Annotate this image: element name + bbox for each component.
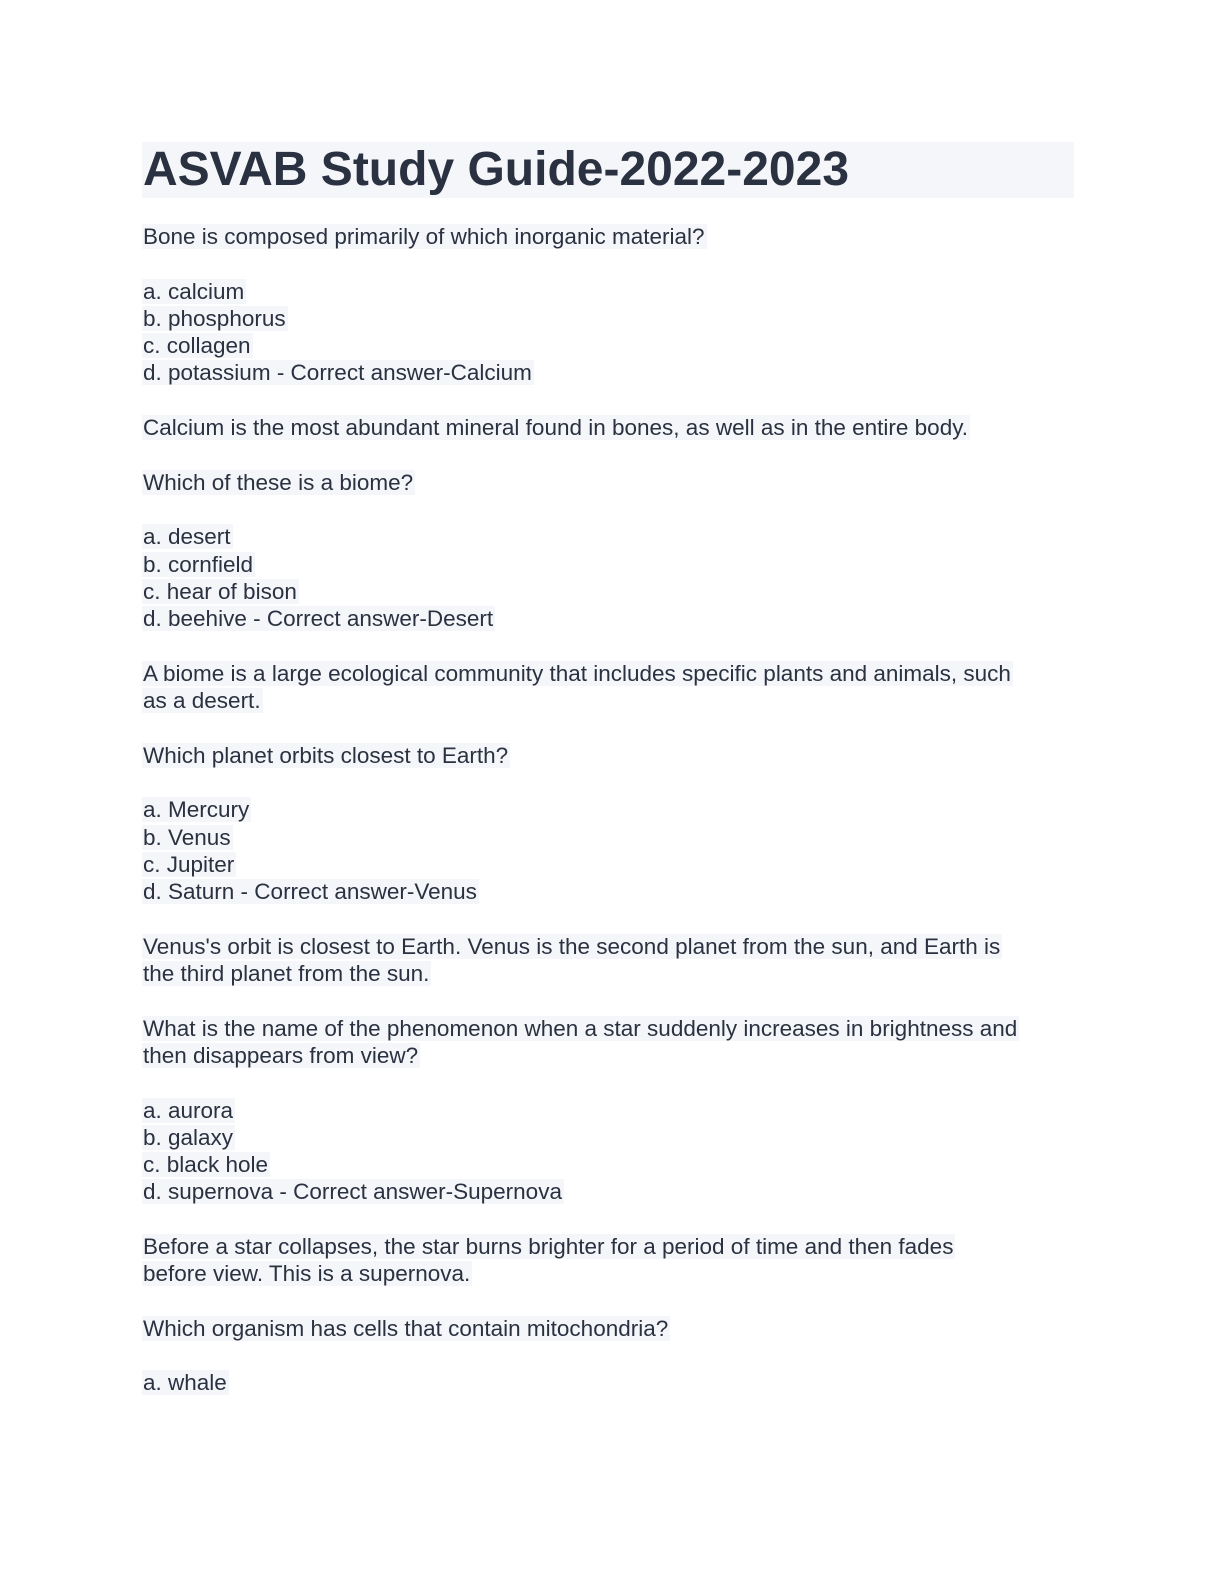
paragraph-gap (142, 250, 1074, 277)
question-text: Which of these is a biome? (143, 469, 414, 495)
title-band (142, 142, 1074, 198)
explanation-text-line (142, 933, 1074, 960)
question-block (142, 469, 1074, 742)
answer-option: b. galaxy (143, 1124, 234, 1150)
answer-option: a. whale (143, 1370, 227, 1396)
answer-option-line (142, 332, 1074, 359)
paragraph-gap (142, 496, 1074, 523)
answer-option: d. beehive - Correct answer-Desert (143, 606, 494, 632)
answer-option: a. Mercury (143, 797, 250, 823)
answer-option-line (142, 359, 1074, 386)
answer-option: d. Saturn - Correct answer-Venus (143, 879, 477, 905)
answer-option-line (142, 1369, 1074, 1396)
explanation-text: A biome is a large ecological community that includes specific plants and animals, such (143, 660, 1011, 686)
answer-option-line (142, 605, 1074, 632)
explanation-text-line (142, 1233, 1074, 1260)
explanation-text: Venus's orbit is closest to Earth. Venus is the second planet from the sun, and Earth is (143, 933, 1001, 959)
document-title: ASVAB Study Guide-2022-2023 (143, 143, 850, 196)
answer-option-line (142, 878, 1074, 905)
answer-option: d. potassium - Correct answer-Calcium (143, 360, 532, 386)
answer-option-line (142, 305, 1074, 332)
answer-option: b. cornfield (143, 551, 254, 577)
answer-option-line (142, 1151, 1074, 1178)
explanation-text: before view. This is a supernova. (143, 1261, 471, 1287)
answer-option-line (142, 796, 1074, 823)
answer-option: c. collagen (143, 333, 251, 359)
paragraph-gap (142, 905, 1074, 932)
paragraph-gap (142, 441, 1074, 468)
answer-option-line (142, 278, 1074, 305)
paragraph-gap (142, 1288, 1074, 1315)
answer-option-line (142, 1097, 1074, 1124)
question-block (142, 1015, 1074, 1315)
question-text-line (142, 1042, 1074, 1069)
paragraph-gap (142, 632, 1074, 659)
explanation-text: Calcium is the most abundant mineral found in bones, as well as in the entire body. (143, 415, 969, 441)
paragraph-gap (142, 1342, 1074, 1369)
answer-option: a. aurora (143, 1097, 234, 1123)
answer-option-line (142, 1178, 1074, 1205)
question-block (142, 1315, 1074, 1397)
answer-option-line (142, 551, 1074, 578)
explanation-text: as a desert. (143, 688, 261, 714)
paragraph-gap (142, 769, 1074, 796)
question-block (142, 223, 1074, 469)
explanation-text-line (142, 1260, 1074, 1287)
question-text: Which organism has cells that contain mitochondria? (143, 1315, 669, 1341)
answer-option-line (142, 1124, 1074, 1151)
answer-option-line (142, 824, 1074, 851)
paragraph-gap (142, 387, 1074, 414)
answer-option: c. hear of bison (143, 578, 297, 604)
paragraph-gap (142, 1069, 1074, 1096)
answer-option: b. Venus (143, 824, 231, 850)
answer-option: c. Jupiter (143, 851, 235, 877)
answer-option: c. black hole (143, 1152, 269, 1178)
paragraph-gap (142, 987, 1074, 1014)
answer-option: a. calcium (143, 278, 245, 304)
answer-option: b. phosphorus (143, 305, 286, 331)
explanation-text-line (142, 687, 1074, 714)
explanation-text: Before a star collapses, the star burns brighter for a period of time and then fades (143, 1233, 954, 1259)
paragraph-gap (142, 1206, 1074, 1233)
explanation-text-line (142, 960, 1074, 987)
question-block (142, 742, 1074, 1015)
question-text: Which planet orbits closest to Earth? (143, 742, 509, 768)
question-text: What is the name of the phenomenon when a star suddenly increases in brightness and (143, 1015, 1018, 1041)
question-text-line (142, 1315, 1074, 1342)
explanation-text-line (142, 660, 1074, 687)
question-text-line (142, 223, 1074, 250)
question-text-line (142, 742, 1074, 769)
answer-option: d. supernova - Correct answer-Supernova (143, 1179, 562, 1205)
answer-option: a. desert (143, 524, 231, 550)
answer-option-line (142, 523, 1074, 550)
explanation-text: the third planet from the sun. (143, 961, 430, 987)
document-page (142, 142, 1074, 1397)
question-text-line (142, 1015, 1074, 1042)
explanation-text-line (142, 414, 1074, 441)
paragraph-gap (142, 714, 1074, 741)
question-text: then disappears from view? (143, 1042, 419, 1068)
question-list (142, 223, 1074, 1397)
question-text: Bone is composed primarily of which inorganic material? (143, 224, 705, 249)
answer-option-line (142, 851, 1074, 878)
answer-option-line (142, 578, 1074, 605)
question-text-line (142, 469, 1074, 496)
